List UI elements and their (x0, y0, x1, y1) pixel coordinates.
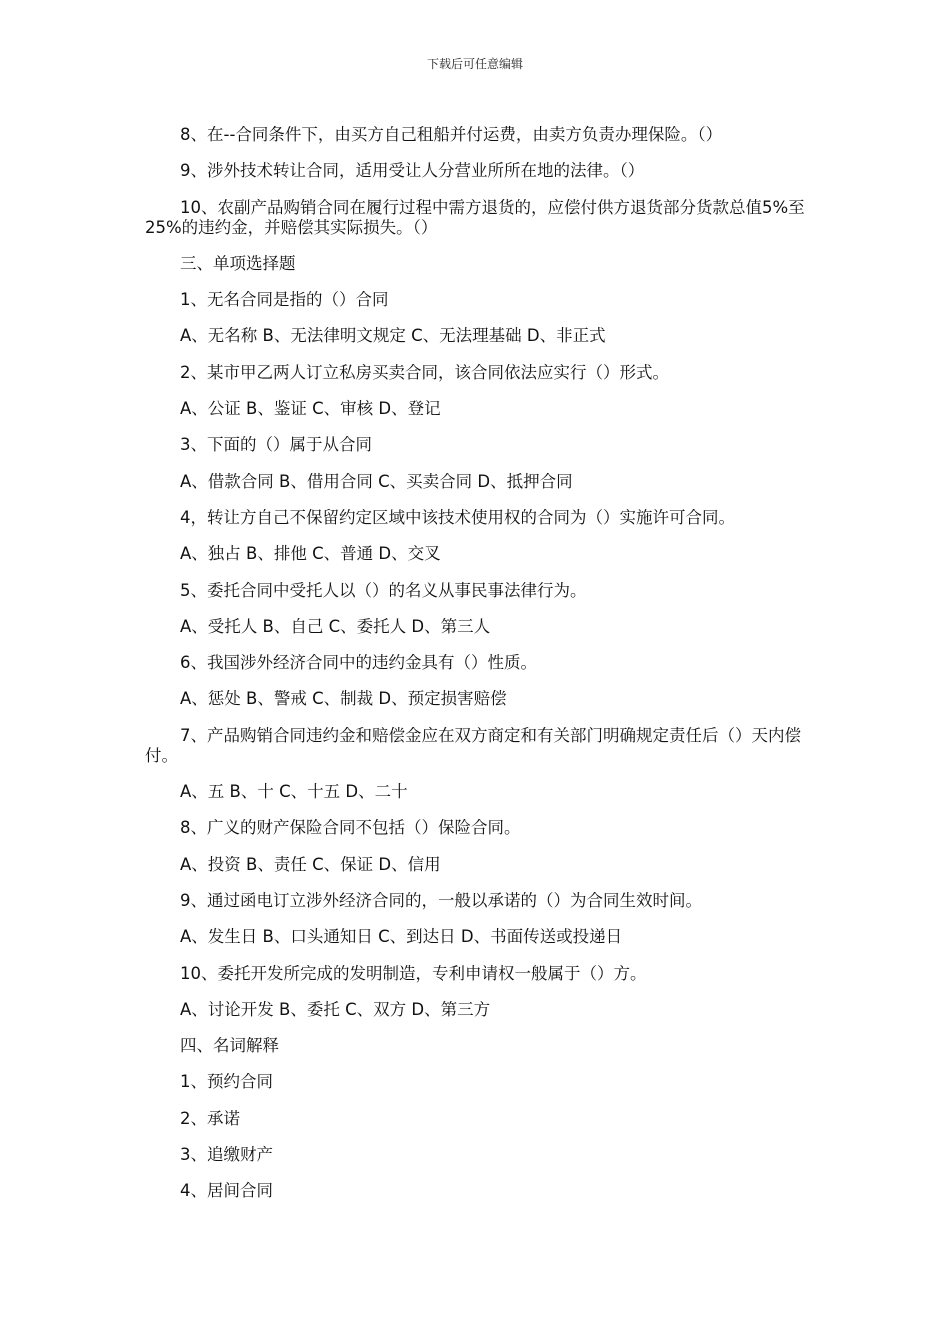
choice-question-5: 5、委托合同中受托人以（）的名义从事民事法律行为。 (180, 580, 587, 600)
term-item-4: 4、居间合同 (180, 1181, 273, 1201)
choice-question-9: 9、通过函电订立涉外经济合同的，一般以承诺的（）为合同生效时间。 (180, 890, 702, 910)
choice-question-8: 8、广义的财产保险合同不包括（）保险合同。 (180, 818, 521, 838)
choice-options-1: A、无名称 B、无法律明文规定 C、无法理基础 D、非正式 (180, 326, 606, 346)
choice-options-9: A、发生日 B、口头通知日 C、到达日 D、书面传送或投递日 (180, 927, 623, 947)
choice-question-6: 6、我国涉外经济合同中的违约金具有（）性质。 (180, 653, 537, 673)
section-heading-term-explanation: 四、名词解释 (180, 1036, 279, 1056)
term-item-1: 1、预约合同 (180, 1072, 273, 1092)
choice-options-8: A、投资 B、责任 C、保证 D、信用 (180, 854, 441, 874)
term-item-2: 2、承诺 (180, 1108, 240, 1128)
true-false-question-9: 9、涉外技术转让合同，适用受让人分营业所所在地的法律。（） (180, 161, 645, 181)
section-heading-single-choice: 三、单项选择题 (180, 253, 296, 273)
choice-options-7: A、五 B、十 C、十五 D、二十 (180, 782, 408, 802)
choice-options-6: A、惩处 B、警戒 C、制裁 D、预定损害赔偿 (180, 689, 507, 709)
choice-question-7: 7、产品购销合同违约金和赔偿金应在双方商定和有关部门明确规定责任后（）天内偿付。 (145, 725, 801, 765)
choice-options-3: A、借款合同 B、借用合同 C、买卖合同 D、抵押合同 (180, 471, 573, 491)
choice-question-4: 4，转让方自己不保留约定区域中该技术使用权的合同为（）实施许可合同。 (180, 507, 735, 527)
document-body (145, 125, 810, 1218)
choice-options-2: A、公证 B、鉴证 C、审核 D、登记 (180, 399, 441, 419)
choice-options-5: A、受托人 B、自己 C、委托人 D、第三人 (180, 616, 491, 636)
true-false-question-10: 10、农副产品购销合同在履行过程中需方退货的，应偿付供方退货部分货款总值5%至 25%的违约金，并赔偿其实际损失。（） (145, 197, 805, 237)
term-item-3: 3、追缴财产 (180, 1145, 273, 1165)
true-false-question-8: 8、在--合同条件下，由买方自己租船并付运费，由卖方负责办理保险。（） (180, 125, 723, 144)
choice-options-4: A、独占 B、排他 C、普通 D、交叉 (180, 544, 441, 564)
choice-question-10: 10、委托开发所完成的发明制造，专利申请权一般属于（）方。 (180, 963, 647, 983)
choice-options-10: A、讨论开发 B、委托 C、双方 D、第三方 (180, 999, 491, 1019)
choice-question-3: 3、下面的（）属于从合同 (180, 435, 372, 455)
choice-question-1: 1、无名合同是指的（）合同 (180, 290, 389, 310)
page-header: 下载后可任意编辑 (426, 57, 523, 71)
choice-question-2: 2、某市甲乙两人订立私房买卖合同，该合同依法应实行（）形式。 (180, 362, 669, 382)
